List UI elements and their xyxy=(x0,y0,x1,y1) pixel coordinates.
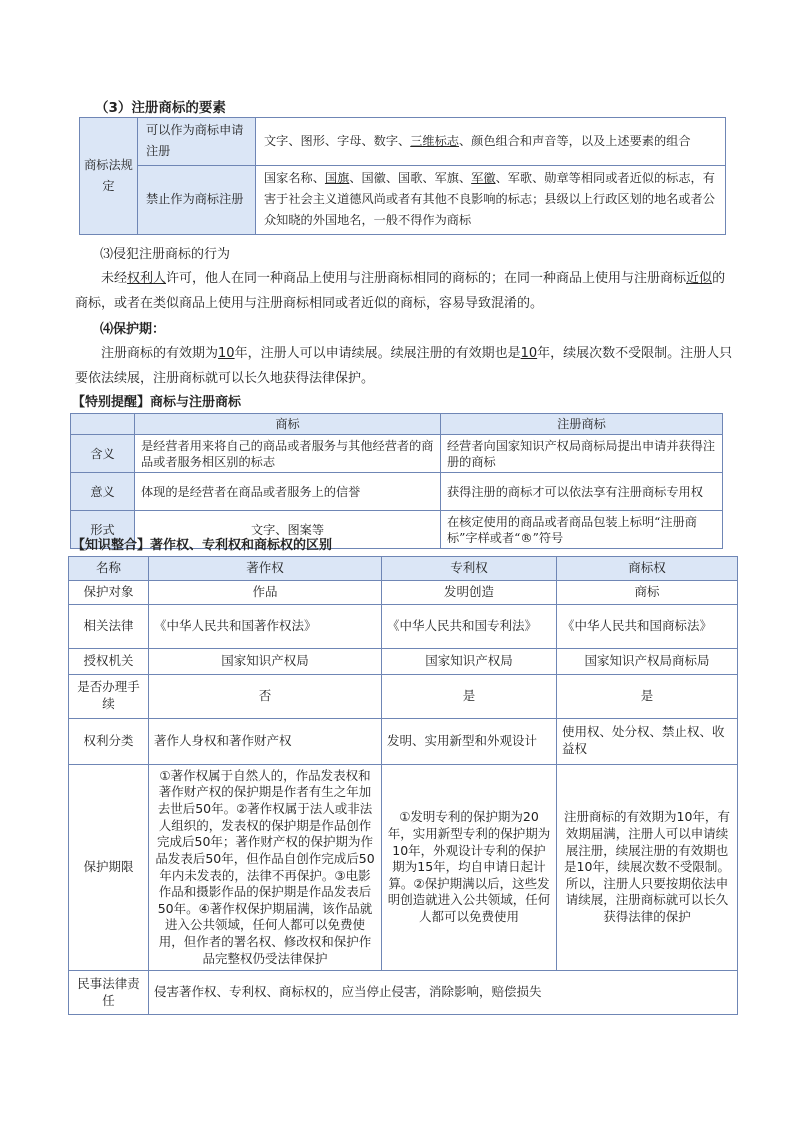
rights-cell: 国家知识产权局 xyxy=(382,648,557,674)
compare-cell: 在核定使用的商品或者商品包装上标明“注册商标”字样或者“®”符号 xyxy=(441,511,723,549)
rights-cell: 是 xyxy=(382,674,557,718)
rights-cell: 否 xyxy=(149,674,382,718)
section-title-elements: （3）注册商标的要素 xyxy=(95,100,226,116)
trademark-compare-table xyxy=(70,413,723,549)
rights-cell: 是 xyxy=(557,674,738,718)
rights-cell: 国家知识产权局 xyxy=(149,648,382,674)
content-cannot-register: 国家名称、国旗、国徽、国歌、军旗、军徽、军歌、勋章等相同或者近似的标志，有害于社会主义道德风尚或者有其他不良影响的标志；县级以上行政区划的地名或者公众知晓的外国地名，一般不得作为商标 xyxy=(256,165,726,234)
rights-cell: 《中华人民共和国专利法》 xyxy=(382,604,557,648)
rights-row-label: 保护期限 xyxy=(69,764,149,971)
compare-header-registered: 注册商标 xyxy=(441,414,723,435)
compare-cell: 是经营者用来将自己的商品或者服务与其他经营者的商品或者服务相区别的标志 xyxy=(135,435,441,473)
rights-row-label: 民事法律责任 xyxy=(69,971,149,1015)
compare-row-label: 意义 xyxy=(71,473,135,511)
compare-cell: 文字、图案等 xyxy=(135,511,441,549)
rights-cell-copyright-term: ①著作权属于自然人的，作品发表权和著作财产权的保护期是作者有生之年加去世后50年。②著作权属于法人或非法人组织的，发表权的保护期是作品创作完成后50年；著作财产权的保护期为作品发表后50年，但作品自创作完成后50年内未发表的，法律不再保护。③电影作品和摄影作品的保护期是作品发表后50年。④著作权保护期届满，该作品就进入公共领域，任何人都可以免费使用，但作者的署名权、修改权和保护作品完整权仍受法律保护 xyxy=(149,764,382,971)
row-header-law: 商标法规定 xyxy=(80,118,138,235)
rights-cell: 发明、实用新型和外观设计 xyxy=(382,718,557,764)
rights-row-label: 相关法律 xyxy=(69,604,149,648)
label-cannot-register: 禁止作为商标注册 xyxy=(138,165,256,234)
compare-header-trademark: 商标 xyxy=(135,414,441,435)
rights-cell-trademark-term: 注册商标的有效期为10年，有效期届满，注册人可以申请续展注册，续展注册的有效期也是10年，续展次数不受限制。所以，注册人只要按期依法申请续展，注册商标就可以长久获得法律的保护 xyxy=(557,764,738,971)
rights-cell: 作品 xyxy=(149,580,382,604)
rights-cell-liability: 侵害著作权、专利权、商标权的，应当停止侵害，消除影响，赔偿损失 xyxy=(149,971,738,1015)
compare-cell: 体现的是经营者在商品或者服务上的信誉 xyxy=(135,473,441,511)
compare-cell: 经营者向国家知识产权局商标局提出申请并获得注册的商标 xyxy=(441,435,723,473)
rights-cell: 国家知识产权局商标局 xyxy=(557,648,738,674)
rights-cell: 使用权、处分权、禁止权、收益权 xyxy=(557,718,738,764)
trademark-elements-table xyxy=(79,117,726,235)
ip-rights-table xyxy=(68,556,738,1015)
rights-cell: 著作人身权和著作财产权 xyxy=(149,718,382,764)
rights-row-label: 是否办理手续 xyxy=(69,674,149,718)
compare-row-label: 形式 xyxy=(71,511,135,549)
rights-cell: 《中华人民共和国著作权法》 xyxy=(149,604,382,648)
content-can-register: 文字、图形、字母、数字、三维标志、颜色组合和声音等，以及上述要素的组合 xyxy=(256,118,726,166)
knowledge-title: 【知识整合】著作权、专利权和商标权的区别 xyxy=(72,538,333,553)
compare-header-empty xyxy=(71,414,135,435)
rights-header: 专利权 xyxy=(382,557,557,581)
compare-row-label: 含义 xyxy=(71,435,135,473)
compare-cell: 获得注册的商标才可以依法享有注册商标专用权 xyxy=(441,473,723,511)
rights-header: 名称 xyxy=(69,557,149,581)
rights-header: 商标权 xyxy=(557,557,738,581)
infringe-paragraph: 未经权利人许可，他人在同一种商品上使用与注册商标相同的商标的；在同一种商品上使用与注册商标近似的商标，或者在类似商品上使用与注册商标相同或者近似的商标，容易导致混淆的。 xyxy=(75,271,726,311)
protect-title: ⑷保护期： xyxy=(100,322,166,337)
protect-paragraph: 注册商标的有效期为10年，注册人可以申请续展。续展注册的有效期也是10年，续展次数不受限制。注册人只要依法续展，注册商标就可以长久地获得法律保护。 xyxy=(75,346,733,386)
rights-row-label: 权利分类 xyxy=(69,718,149,764)
infringe-title: ⑶侵犯注册商标的行为 xyxy=(100,247,231,262)
rights-header: 著作权 xyxy=(149,557,382,581)
rights-cell: 《中华人民共和国商标法》 xyxy=(557,604,738,648)
rights-row-label: 保护对象 xyxy=(69,580,149,604)
rights-cell: 商标 xyxy=(557,580,738,604)
reminder-title: 【特别提醒】商标与注册商标 xyxy=(72,395,242,410)
rights-row-label: 授权机关 xyxy=(69,648,149,674)
label-can-register: 可以作为商标申请注册 xyxy=(138,118,256,166)
rights-cell: 发明创造 xyxy=(382,580,557,604)
rights-cell-patent-term: ①发明专利的保护期为20年，实用新型专利的保护期为10年，外观设计专利的保护期为15年，均自申请日起计算。②保护期满以后，这些发明创造就进入公共领域，任何人都可以免费使用 xyxy=(382,764,557,971)
